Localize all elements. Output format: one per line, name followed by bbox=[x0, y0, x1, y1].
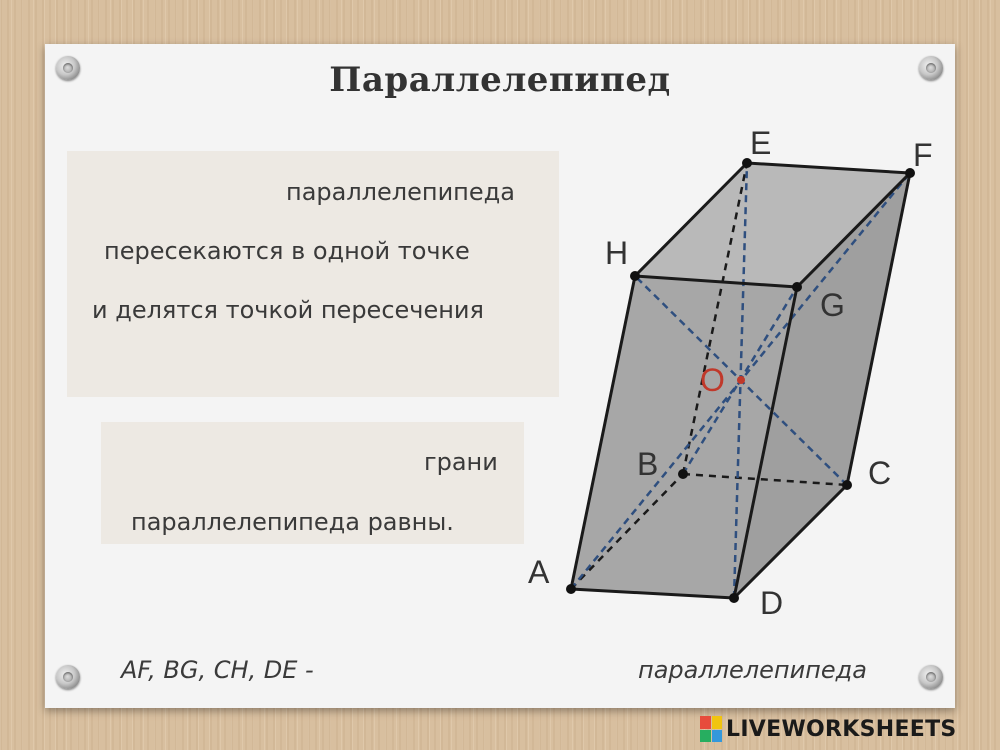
statement-box-faces-line-2: параллелепипеда равны. bbox=[131, 508, 454, 536]
label-C: C bbox=[868, 455, 892, 491]
footer-diagonals-list: AF, BG, CH, DE - bbox=[121, 656, 314, 684]
liveworksheets-watermark bbox=[700, 712, 957, 746]
liveworksheets-logo-icon bbox=[700, 716, 722, 742]
statement-box-diagonals-line-1: параллелепипеда bbox=[286, 178, 515, 206]
label-E: E bbox=[750, 125, 772, 161]
statement-box-diagonals-line-3: и делятся точкой пересечения bbox=[92, 296, 484, 324]
label-B: B bbox=[637, 446, 659, 482]
page-title: Параллелепипед bbox=[329, 60, 671, 100]
vertex-D bbox=[729, 593, 739, 603]
vertex-H bbox=[630, 271, 640, 281]
footer-answer-word: параллелепипеда bbox=[638, 656, 867, 684]
center-point-O bbox=[737, 376, 745, 384]
label-O: O bbox=[700, 362, 725, 398]
vertex-A bbox=[566, 584, 576, 594]
label-D: D bbox=[760, 585, 784, 621]
label-F: F bbox=[913, 137, 933, 173]
vertex-B bbox=[678, 469, 688, 479]
label-A: A bbox=[528, 554, 550, 590]
statement-box-diagonals-line-2: пересекаются в одной точке bbox=[104, 237, 470, 265]
label-G: G bbox=[820, 287, 845, 323]
watermark-text: LIVEWORKSHEETS bbox=[726, 716, 957, 742]
statement-box-faces-line-1: грани bbox=[424, 448, 498, 476]
vertex-G bbox=[792, 282, 802, 292]
label-H: H bbox=[605, 235, 629, 271]
vertex-C bbox=[842, 480, 852, 490]
